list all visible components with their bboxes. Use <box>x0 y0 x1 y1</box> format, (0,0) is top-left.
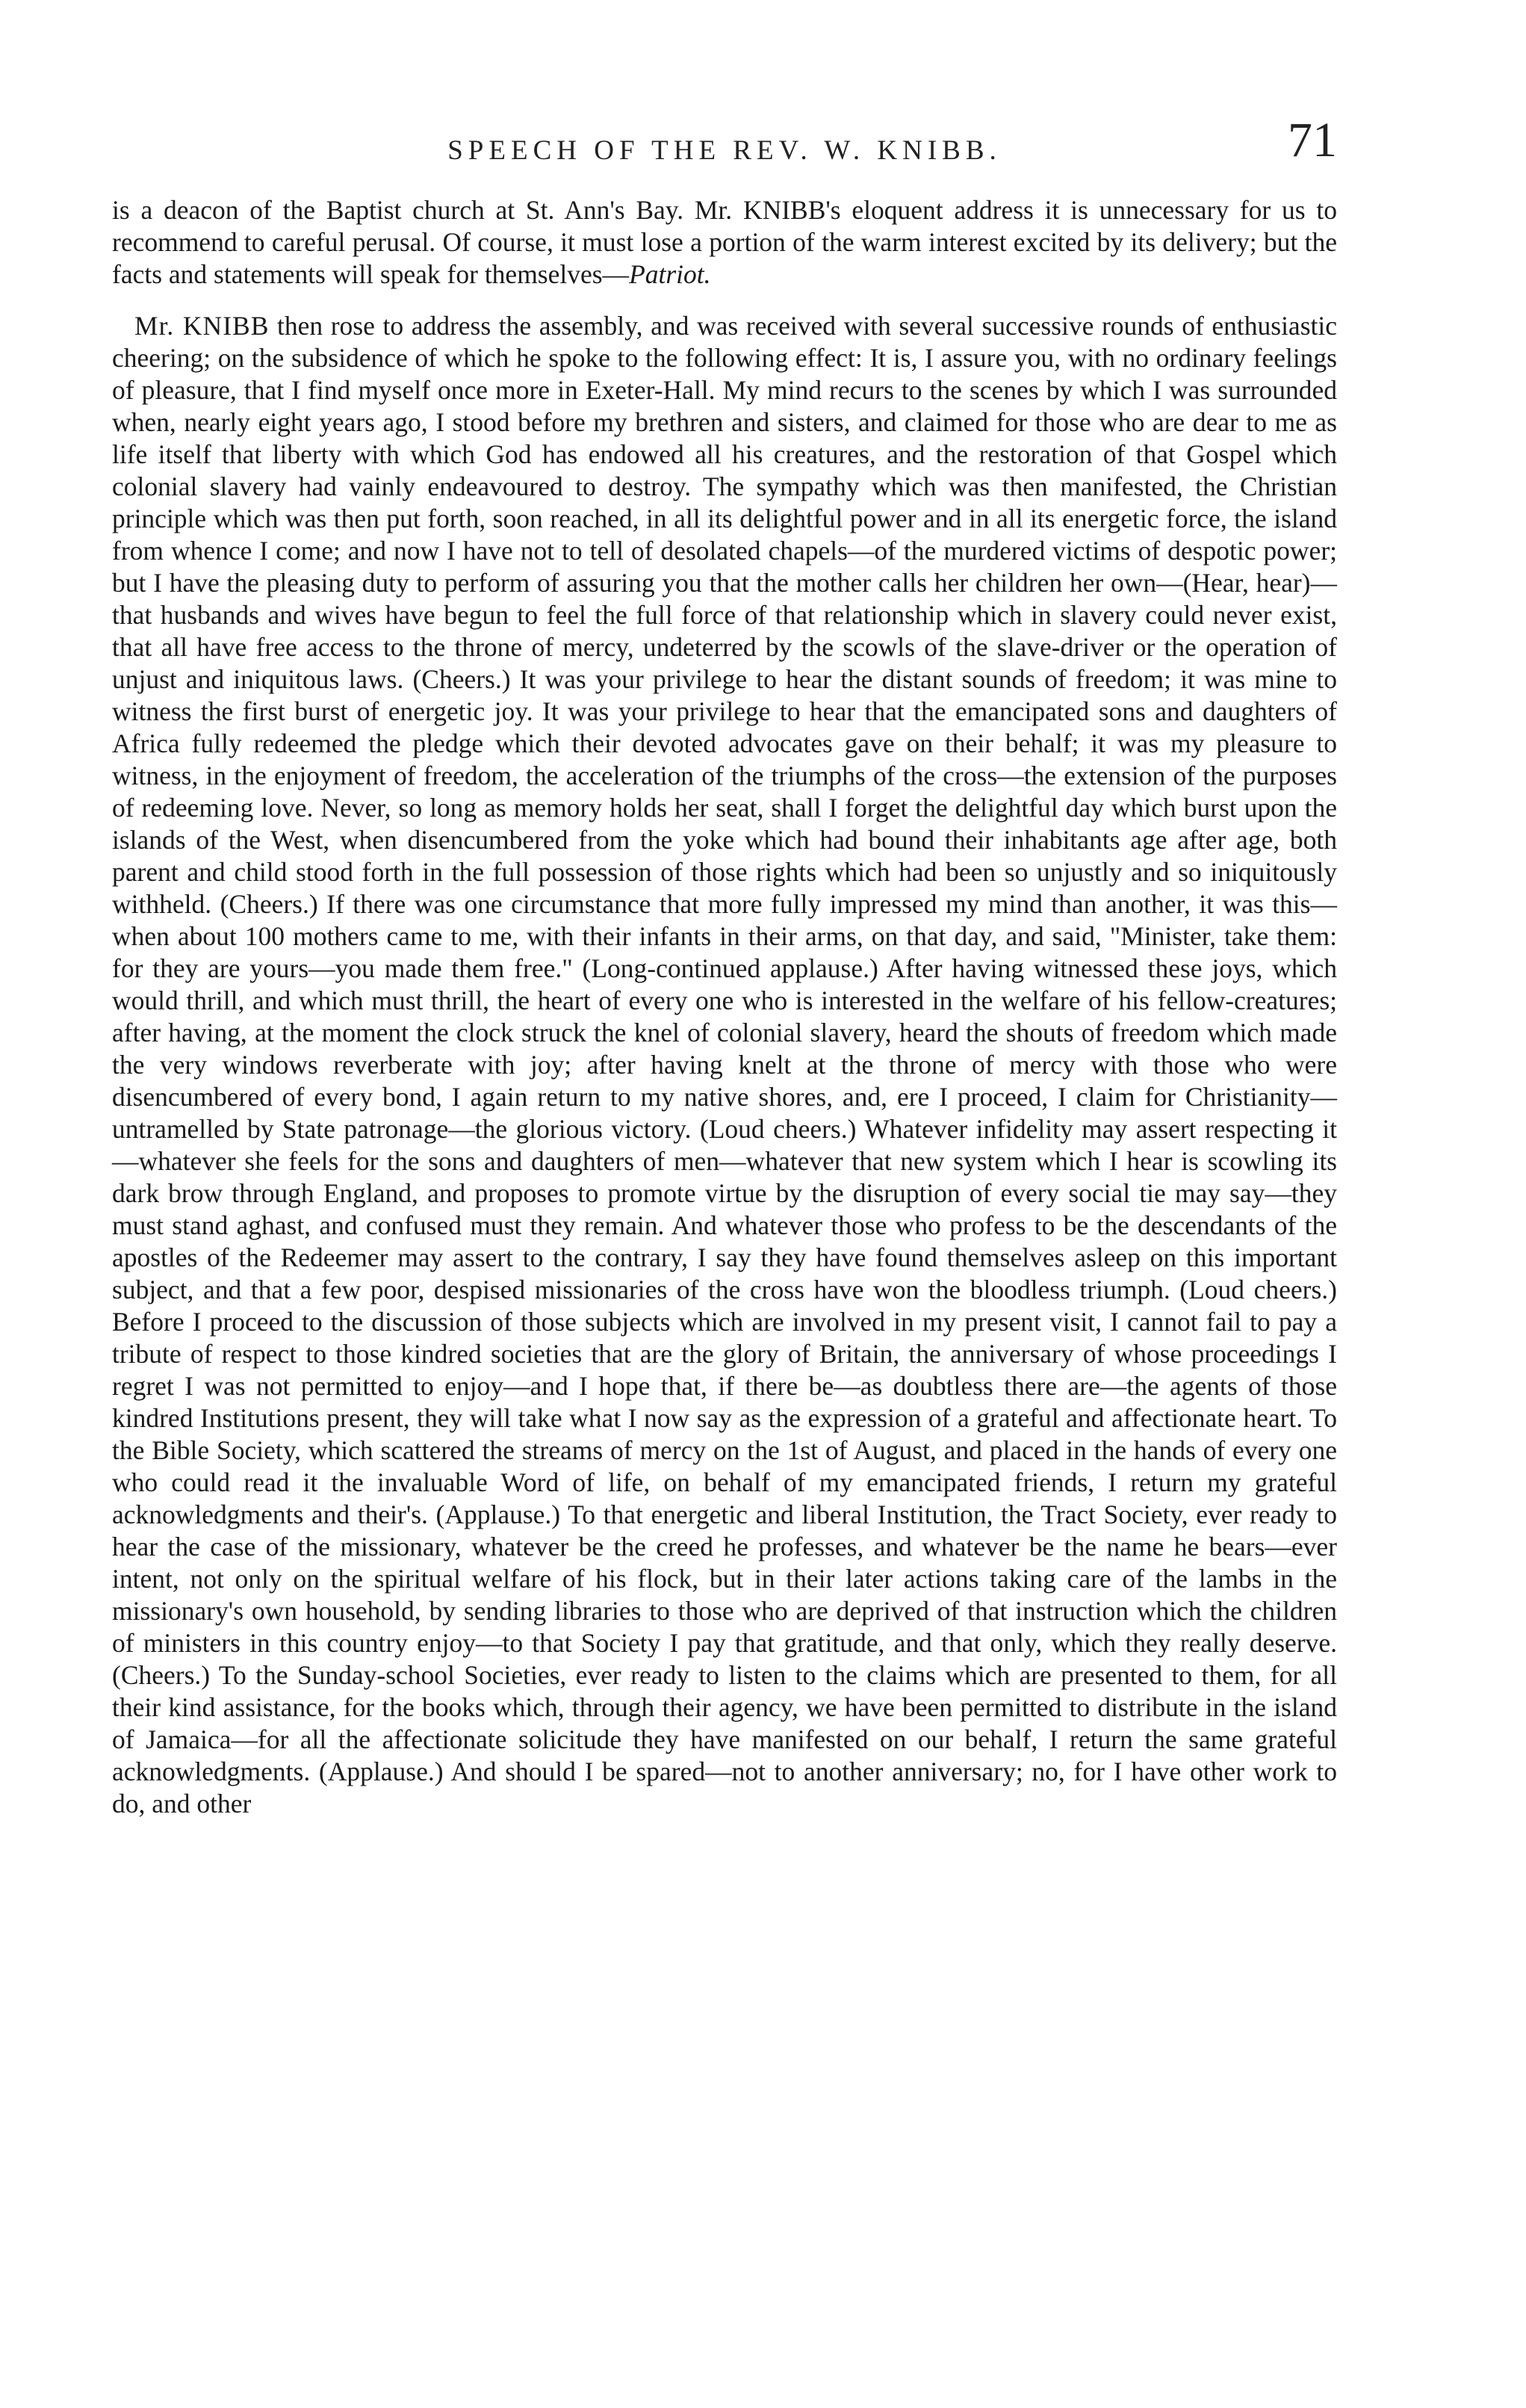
intro-text: is a deacon of the Baptist church at St. Ann's Bay. Mr. KNIBB's eloquent address it is unnecessary for us to recommend to careful perusal. Of course, it must lose a portion of the warm interest excited by its delivery; but the facts and statements will speak for themselves— <box>112 195 1337 289</box>
speech-text: then rose to address the assembly, and was received with several successive rounds of enthusiastic cheering; on the subsidence of which he spoke to the following effect: It is, I assure you, with no ordinary feelings of pleasure, that I find myself once more in Exeter-Hall. My mind recurs to the scenes by which I was surrounded when, nearly eight years ago, I stood before my brethren and sisters, and claimed for those who are dear to me as life itself that liberty with which God has endowed all his creatures, and the restoration of that Gospel which colonial slavery had vainly endeavoured to destroy. The sympathy which was then manifested, the Christian principle which was then put forth, soon reached, in all its delightful power and in all its energetic force, the island from whence I come; and now I have not to tell of desolated chapels—of the murdered victims of despotic power; but I have the pleasing duty to perform of assuring you that the mother calls her children her own—(Hear, hear)—that husbands and wives have begun to feel the full force of that relationship which in slavery could never exist, that all have free access to the throne of mercy, undeterred by the scowls of the slave-driver or the operation of unjust and iniquitous laws. (Cheers.) It was your privilege to hear the distant sounds of freedom; it was mine to witness the first burst of energetic joy. It was your privilege to hear that the emancipated sons and daughters of Africa fully redeemed the pledge which their devoted advocates gave on their behalf; it was my pleasure to witness, in the enjoyment of freedom, the acceleration of the triumphs of the cross—the extension of the purposes of redeeming love. Never, so long as memory holds her seat, shall I forget the delightful day which burst upon the islands of the West, when disencumbered from the yoke which had bound their inhabitants age after age, both parent and child stood forth in the full possession of those rights which had been so unjustly and so iniquitously withheld. (Cheers.) If there was one circumstance that more fully impressed my mind than another, it was this—when about 100 mothers came to me, with their infants in their arms, on that day, and said, "Minister, take them: for they are yours—you made them free." (Long-continued applause.) After having witnessed these joys, which would thrill, and which must thrill, the heart of every one who is interested in the welfare of his fellow-creatures; after having, at the moment the clock struck the knel of colonial slavery, heard the shouts of freedom which made the very windows reverberate with joy; after having knelt at the throne of mercy with those who were disencumbered of every bond, I again return to my native shores, and, ere I proceed, I claim for Christianity—untramelled by State patronage—the glorious victory. (Loud cheers.) Whatever infidelity may assert respecting it—whatever she feels for the sons and daughters of men—whatever that new system which I hear is scowling its dark brow through England, and proposes to promote virtue by the disruption of every social tie may say—they must stand aghast, and confused must they remain. And whatever those who profess to be the descendants of the apostles of the Redeemer may assert to the contrary, I say they have found themselves asleep on this important subject, and that a few poor, despised missionaries of the cross have won the bloodless triumph. (Loud cheers.) Before I proceed to the discussion of those subjects which are involved in my present visit, I cannot fail to pay a tribute of respect to those kindred societies that are the glory of Britain, the anniversary of whose proceedings I regret I was not permitted to enjoy—and I hope that, if there be—as doubtless there are—the agents of those kindred Institutions present, they will take what I now say as the expression of a grateful and affectionate heart. To the Bible Society, which scattered the streams of mercy on the 1st of August, and placed in the hands of every one who could read it the invaluable Word of life, on behalf of my emancipated friends, I return my grateful acknowledgments and their's. (Applause.) To that energetic and liberal Institution, the Tract Society, ever ready to hear the case of the missionary, whatever be the creed he professes, and whatever be the name he bears—ever intent, not only on the spiritual welfare of his flock, but in their later actions taking care of the lambs in the missionary's own household, by sending libraries to those who are deprived of that instruction which the children of ministers in this country enjoy—to that Society I pay that gratitude, and that only, which they really deserve. (Cheers.) To the Sunday-school Societies, ever ready to listen to the claims which are presented to them, for all their kind assistance, for the books which, through their agency, we have been permitted to distribute in the island of Jamaica—for all the affectionate solicitude they have manifested on our behalf, I return the same grateful acknowledgments. (Applause.) And should I be spared—not to another anniversary; no, for I have other work to do, and other <box>112 311 1337 1819</box>
running-head <box>112 112 1337 194</box>
speech-paragraph <box>112 310 1337 1820</box>
running-title: SPEECH OF THE REV. W. KNIBB. <box>447 135 1002 166</box>
page-number: 71 <box>1288 113 1337 167</box>
intro-paragraph <box>112 194 1337 291</box>
source-attribution: Patriot. <box>629 259 711 289</box>
book-page <box>112 112 1337 1820</box>
speaker-name: Mr. KNIBB <box>134 311 270 341</box>
